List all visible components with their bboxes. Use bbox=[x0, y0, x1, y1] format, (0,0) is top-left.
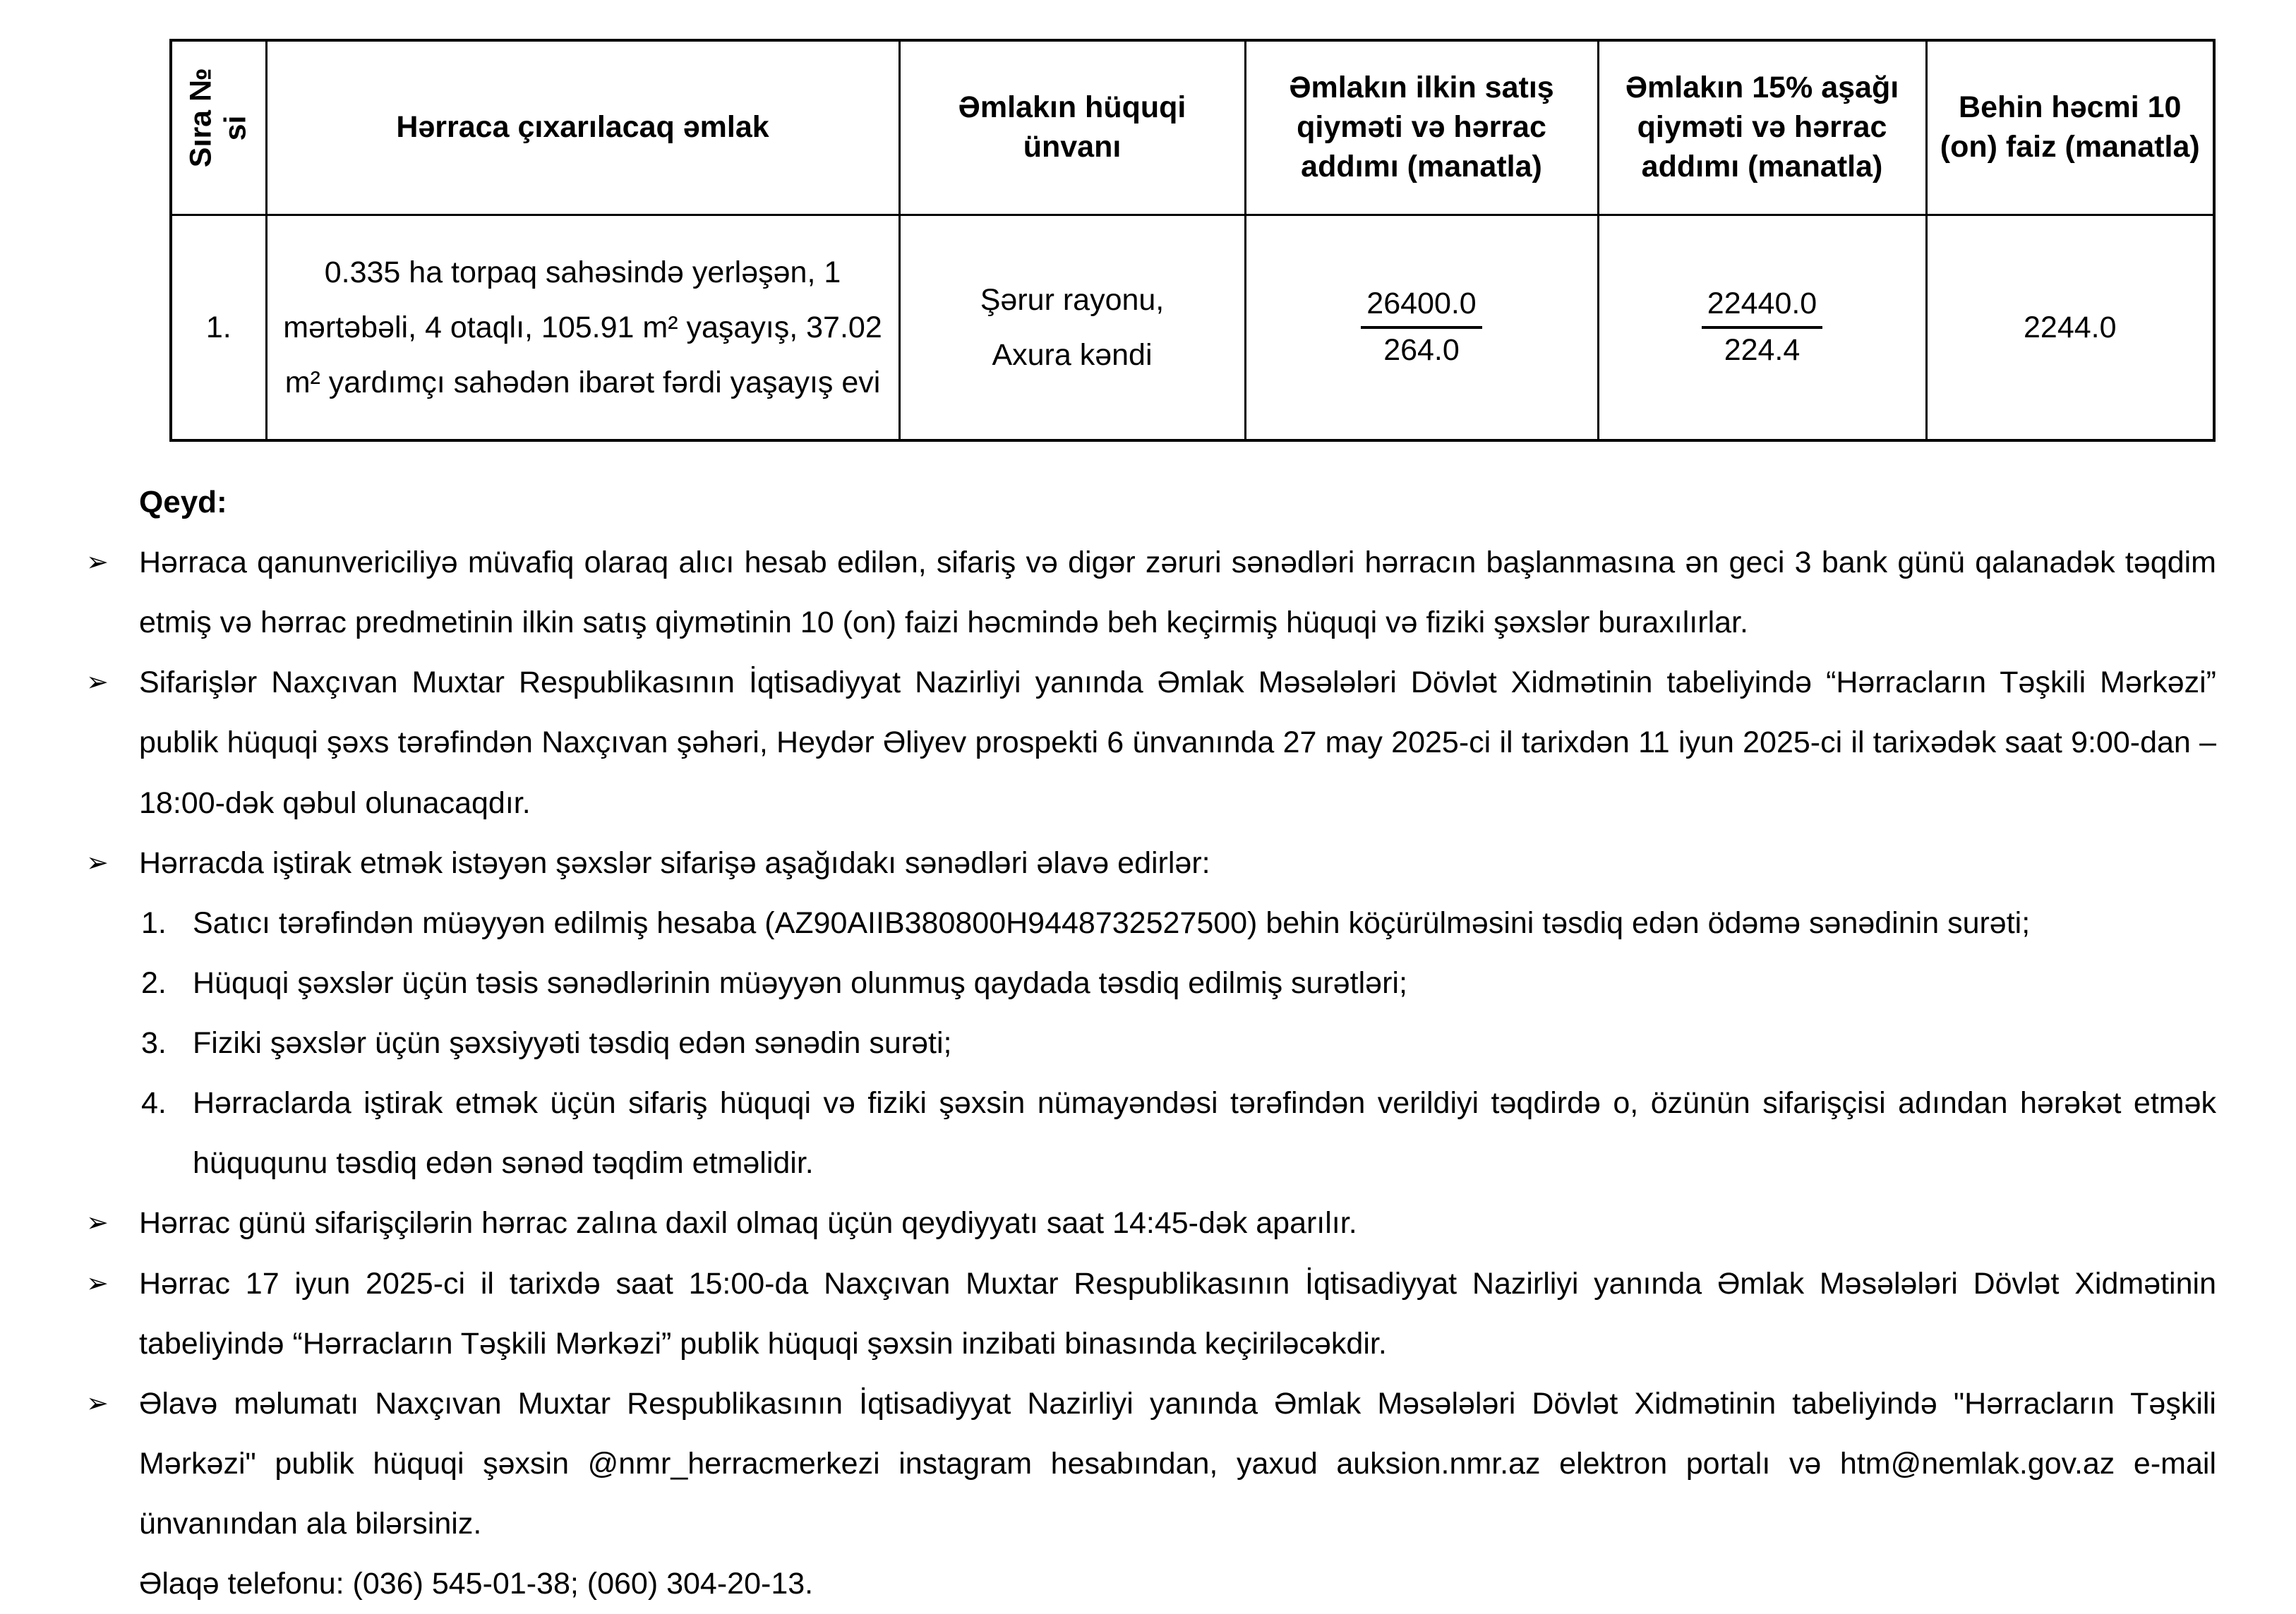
list-number: 1. bbox=[141, 905, 167, 940]
required-document-item-4-text: Hərraclarda iştirak etmək üçün sifariş hüquqi və fiziki şəxsin nümayəndəsi tərəfindən verildiyi təqdirdə o, özünün sifarişçisi adından hərəkət etmək hüququnu təsdiq edən sənəd təqdim etməlidir. bbox=[193, 1086, 2216, 1181]
discounted-auction-step: 224.4 bbox=[1724, 333, 1801, 367]
cell-property-description: 0.335 ha torpaq sahəsində yerləşən, 1 mərtəbəli, 4 otaqlı, 105.91 m² yaşayış, 37.02 m² yardımçı sahədən ibarət fərdi yaşayış evi bbox=[266, 215, 899, 441]
bullet-arrow-icon: ➢ bbox=[86, 1388, 109, 1419]
notes-section bbox=[0, 471, 2296, 1614]
required-document-item-1-text: Satıcı tərəfindən müəyyən edilmiş hesaba (AZ90AIIB380800H9448732527500) behin köçürülməsini təsdiq edən ödəmə sənədinin surəti; bbox=[193, 905, 2031, 940]
cell-deposit-amount: 2244.0 bbox=[1926, 215, 2214, 441]
cell-legal-address bbox=[899, 215, 1245, 441]
required-document-item-3-text: Fiziki şəxslər üçün şəxsiyyəti təsdiq edən sənədin surəti; bbox=[193, 1026, 952, 1061]
note-bullet-6 bbox=[86, 1374, 2216, 1554]
column-header-legal-address: Əmlakın hüquqi ünvanı bbox=[899, 40, 1245, 215]
note-bullet-4 bbox=[86, 1193, 2216, 1253]
auction-lots-table bbox=[169, 39, 2216, 442]
note-bullet-2 bbox=[86, 653, 2216, 833]
bullet-arrow-icon: ➢ bbox=[86, 1208, 109, 1239]
required-document-item-1 bbox=[141, 893, 2216, 953]
note-heading: Qeyd: bbox=[139, 485, 227, 519]
column-header-discounted-price: Əmlakın 15% aşağı qiyməti və hərrac addımı (manatla) bbox=[1598, 40, 1926, 215]
serial-label-line2: si bbox=[218, 115, 253, 140]
column-header-serial-number bbox=[171, 40, 266, 215]
auction-announcement-document bbox=[0, 39, 2296, 1601]
column-header-property: Hərraca çıxarılacaq əmlak bbox=[266, 40, 899, 215]
column-header-initial-price: Əmlakın ilkin satış qiyməti və hərrac addımı (manatla) bbox=[1245, 40, 1598, 215]
discounted-price-value: 22440.0 bbox=[1702, 285, 1822, 329]
required-document-item-3 bbox=[141, 1013, 2216, 1073]
note-bullet-1-text: Hərraca qanunvericiliyə müvafiq olaraq alıcı hesab edilən, sifariş və digər zəruri sənədləri hərracın başlanmasına ən geci 3 bank günü qalanadək təqdim etmiş və hərrac predmetinin ilkin satış qiymətinin 10 (on) faizi həcmində beh keçirmiş hüquqi və fiziki şəxslər buraxılırlar. bbox=[139, 546, 2216, 640]
list-number: 4. bbox=[141, 1086, 167, 1121]
bullet-arrow-icon: ➢ bbox=[86, 1268, 109, 1299]
note-bullet-3-text: Hərracda iştirak etmək istəyən şəxslər sifarişə aşağıdakı sənədləri əlavə edirlər: bbox=[139, 845, 1210, 880]
required-document-item-2-text: Hüquqi şəxslər üçün təsis sənədlərinin müəyyən olunmuş qaydada təsdiq edilmiş surətləri; bbox=[193, 965, 1407, 1000]
list-number: 2. bbox=[141, 965, 167, 1000]
cell-discounted-price bbox=[1598, 215, 1926, 441]
initial-price-value: 26400.0 bbox=[1361, 285, 1481, 329]
column-header-deposit: Behin həcmi 10 (on) faiz (manatla) bbox=[1926, 40, 2214, 215]
required-document-item-2 bbox=[141, 953, 2216, 1013]
cell-serial-number: 1. bbox=[171, 215, 266, 441]
initial-price-fraction bbox=[1361, 285, 1481, 370]
bullet-arrow-icon: ➢ bbox=[86, 848, 109, 878]
serial-number-vertical-label bbox=[184, 67, 253, 167]
address-line-2: Axura kəndi bbox=[992, 338, 1153, 372]
note-bullet-2-text: Sifarişlər Naxçıvan Muxtar Respublikasının İqtisadiyyat Nazirliyi yanında Əmlak Məsələləri Dövlət Xidmətinin tabeliyində “Hərracların Təşkili Mərkəzi” publik hüquqi şəxs tərəfindən Naxçıvan şəhəri, Heydər Əliyev prospekti 6 ünvanında 27 may 2025-ci il tarixdən 11 iyun 2025-ci il tarixədək saat 9:00-dan – 18:00-dək qəbul olunacaqdır. bbox=[139, 666, 2216, 820]
note-bullet-6-text: Əlavə məlumatı Naxçıvan Muxtar Respublikasının İqtisadiyyat Nazirliyi yanında Əmlak Məsələləri Dövlət Xidmətinin tabeliyində "Hərracların Təşkili Mərkəzi" publik hüquqi şəxsin @nmr_herracmerkezi instagram hesabından, yaxud auksion.nmr.az elektron portalı və htm@nemlak.gov.az e-mail ünvanından ala bilərsiniz. bbox=[139, 1386, 2216, 1541]
required-document-item-4 bbox=[141, 1073, 2216, 1193]
cell-initial-price bbox=[1245, 215, 1598, 441]
contact-phone: Əlaqə telefonu: (036) 545-01-38; (060) 304-20-13. bbox=[139, 1567, 814, 1601]
note-bullet-5 bbox=[86, 1254, 2216, 1374]
note-bullet-5-text: Hərrac 17 iyun 2025-ci il tarixdə saat 15:00-da Naxçıvan Muxtar Respublikasının İqtisadiyyat Nazirliyi yanında Əmlak Məsələləri Dövlət Xidmətinin tabeliyində “Hərracların Təşkili Mərkəzi” publik hüquqi şəxsin inzibati binasında keçiriləcəkdir. bbox=[139, 1266, 2216, 1361]
bullet-arrow-icon: ➢ bbox=[86, 668, 109, 698]
serial-label-line1: Sıra № bbox=[184, 67, 218, 167]
list-number: 3. bbox=[141, 1026, 167, 1061]
table-header-row bbox=[171, 40, 2214, 215]
address-line-1: Şərur rayonu, bbox=[980, 282, 1165, 317]
table-row bbox=[171, 215, 2214, 441]
note-bullet-3 bbox=[86, 833, 2216, 893]
note-bullet-4-text: Hərrac günü sifarişçilərin hərrac zalına daxil olmaq üçün qeydiyyatı saat 14:45-dək aparılır. bbox=[139, 1206, 1357, 1241]
bullet-arrow-icon: ➢ bbox=[86, 548, 109, 578]
discounted-price-fraction bbox=[1702, 285, 1822, 370]
note-bullet-1 bbox=[86, 533, 2216, 653]
initial-auction-step: 264.0 bbox=[1383, 333, 1460, 367]
